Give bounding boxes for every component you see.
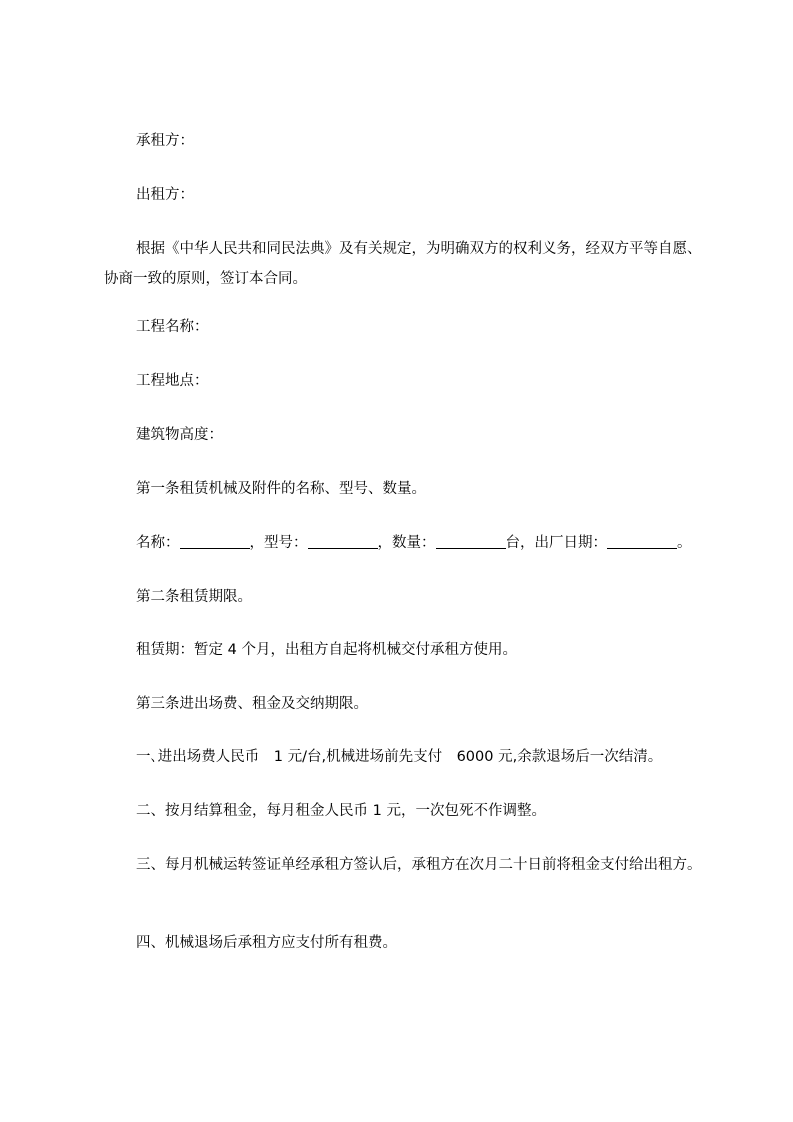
- article3-item3: 三、每月机械运转签证单经承租方签认后，承租方在次月二十日前将租金支付给出租方。: [136, 857, 702, 873]
- project-name-label: 工程名称：: [136, 319, 209, 335]
- equipment-end-punct: 。: [677, 535, 692, 551]
- lessee-label: 承租方：: [136, 133, 194, 149]
- building-height-label: 建筑物高度：: [136, 427, 223, 443]
- lease-term: 租赁期：暂定 4 个月，出租方自起将机械交付承租方使用。: [136, 642, 517, 658]
- article3-item2: 二、按月结算租金，每月租金人民币 1 元，一次包死不作调整。: [136, 803, 546, 819]
- equipment-info-line: [104, 533, 736, 553]
- article1-title: 第一条租赁机械及附件的名称、型号、数量。: [136, 481, 426, 497]
- equipment-model-label: ，型号：: [249, 535, 308, 551]
- article3-item4: 四、机械退场后承租方应支付所有租费。: [136, 935, 397, 951]
- article3-item1: 一､进出场费人民币 1 元/台,机械进场前先支付 6000 元,余款退场后一次结清。: [136, 749, 663, 765]
- equipment-name-label: 名称：: [136, 535, 180, 551]
- article2-title: 第二条租赁期限。: [136, 589, 252, 605]
- equipment-quantity-label: ，数量：: [377, 535, 436, 551]
- preamble-paragraph: 根据《中华人民共和同民法典》及有关规定，为明确双方的权利义务，经双方平等自愿、协商一致的原则，签订本合同。: [104, 241, 702, 287]
- equipment-date-label: 台，出厂日期：: [505, 535, 607, 551]
- equipment-model-blank: [308, 534, 378, 549]
- equipment-date-blank: [607, 534, 677, 549]
- lessor-label: 出租方：: [136, 187, 194, 203]
- equipment-quantity-blank: [436, 534, 506, 549]
- article3-title: 第三条进出场费、租金及交纳期限。: [136, 696, 368, 712]
- equipment-name-blank: [180, 534, 250, 549]
- project-location-label: 工程地点：: [136, 373, 209, 389]
